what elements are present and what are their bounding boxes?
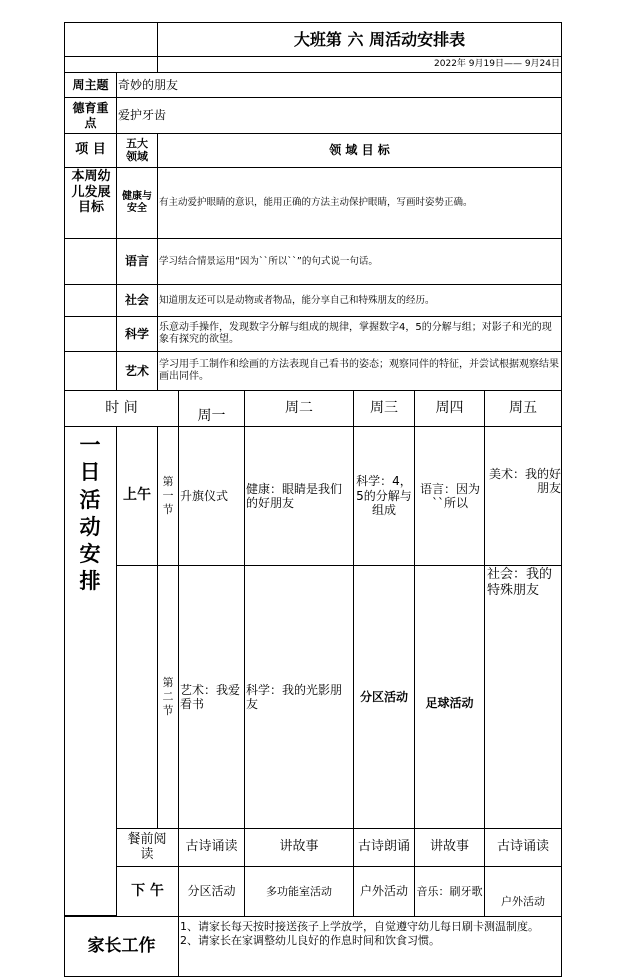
afternoon-thu: 音乐：刷牙歌 <box>416 884 483 898</box>
day-tue: 周二 <box>285 399 313 416</box>
goal-domain-art: 艺术 <box>124 363 149 378</box>
goal-domain-language: 语言 <box>124 254 149 268</box>
moral-focus-label: 德育重点 <box>72 100 109 130</box>
period1-tue: 健康：眼睛是我们的好朋友 <box>246 481 343 510</box>
period2-mon: 艺术：我爱看书 <box>180 682 241 711</box>
parents-label: 家长工作 <box>87 935 156 956</box>
page-title: 大班第 六 周活动安排表 <box>293 29 466 49</box>
afternoon-label: 下 午 <box>131 882 164 899</box>
reading-fri: 古诗诵读 <box>496 839 549 855</box>
reading-wed: 古诗朗诵 <box>357 839 410 855</box>
morning-label: 上午 <box>123 487 151 504</box>
reading-thu: 讲故事 <box>429 839 469 855</box>
daily-schedule-label: 一日活动安排 <box>79 433 101 594</box>
goals-section-label: 本周幼儿发展目标 <box>71 169 111 216</box>
period2-tue: 科学：我的光影朋友 <box>246 682 343 711</box>
afternoon-mon: 分区活动 <box>187 884 236 898</box>
moral-focus: 爱护牙齿 <box>118 108 167 122</box>
goal-domain-health: 健康与安全 <box>122 190 152 214</box>
period2-thu: 足球活动 <box>425 695 474 710</box>
parents-items <box>180 920 560 976</box>
period1-fri: 美术：我的好朋友 <box>488 466 561 495</box>
period1-mon: 升旗仪式 <box>180 488 229 503</box>
afternoon-wed: 户外活动 <box>359 884 408 898</box>
period2-wed: 分区活动 <box>359 689 408 704</box>
period2-fri: 社会：我的特殊朋友 <box>487 567 553 599</box>
afternoon-tue: 多功能室活动 <box>266 884 332 898</box>
week-theme: 奇妙的朋友 <box>118 77 179 92</box>
reading-label: 餐前阅读 <box>127 832 167 862</box>
reading-mon: 古诗诵读 <box>185 839 238 855</box>
goal-text-science: 乐意动手操作，发现数字分解与组成的规律，掌握数字4，5的分解与组；对影子和光的现象有探究的欲望。 <box>159 322 552 345</box>
week-theme-label: 周主题 <box>72 77 109 92</box>
goal-domain-society: 社会 <box>124 293 149 307</box>
goal-domain-science: 科学 <box>124 326 149 341</box>
day-thu: 周四 <box>435 399 464 416</box>
period1-thu: 语言：因为``所以 <box>419 481 480 510</box>
period2-label: 第二节 <box>162 675 174 718</box>
goal-text-language: 学习结合情景运用“因为``所以``”的句式说一句话。 <box>159 255 378 267</box>
goals-header-domains: 五大领域 <box>126 137 148 163</box>
goals-header-item: 项 目 <box>75 142 106 158</box>
reading-tue: 讲故事 <box>279 839 319 855</box>
period1-label: 第一节 <box>162 474 174 517</box>
period1-wed: 科学：4，5的分解与组成 <box>356 474 412 518</box>
date-range: 2022年 9月19日—— 9月24日 <box>434 59 560 69</box>
parents-item-1: 1、请家长每天按时接送孩子上学放学，自觉遵守幼儿每日刷卡测温制度。 <box>180 920 539 933</box>
goal-text-art: 学习用手工制作和绘画的方法表现自己看书的姿态；观察同伴的特征，并尝试根据观察结果画出同伴。 <box>159 359 559 382</box>
day-fri: 周五 <box>509 399 537 416</box>
parents-item-2: 2、请家长在家调整幼儿良好的作息时间和饮食习惯。 <box>180 934 440 948</box>
goal-text-health: 有主动爱护眼睛的意识，能用正确的方法主动保护眼睛，写画时姿势正确。 <box>159 197 473 209</box>
day-mon: 周一 <box>197 407 226 424</box>
afternoon-fri: 户外活动 <box>501 894 545 908</box>
goals-header-goal: 领 域 目 标 <box>329 143 390 157</box>
day-wed: 周三 <box>370 399 398 416</box>
time-label: 时 间 <box>105 399 138 416</box>
goal-text-society: 知道朋友还可以是动物或者物品，能分享自己和特殊朋友的经历。 <box>159 294 435 306</box>
